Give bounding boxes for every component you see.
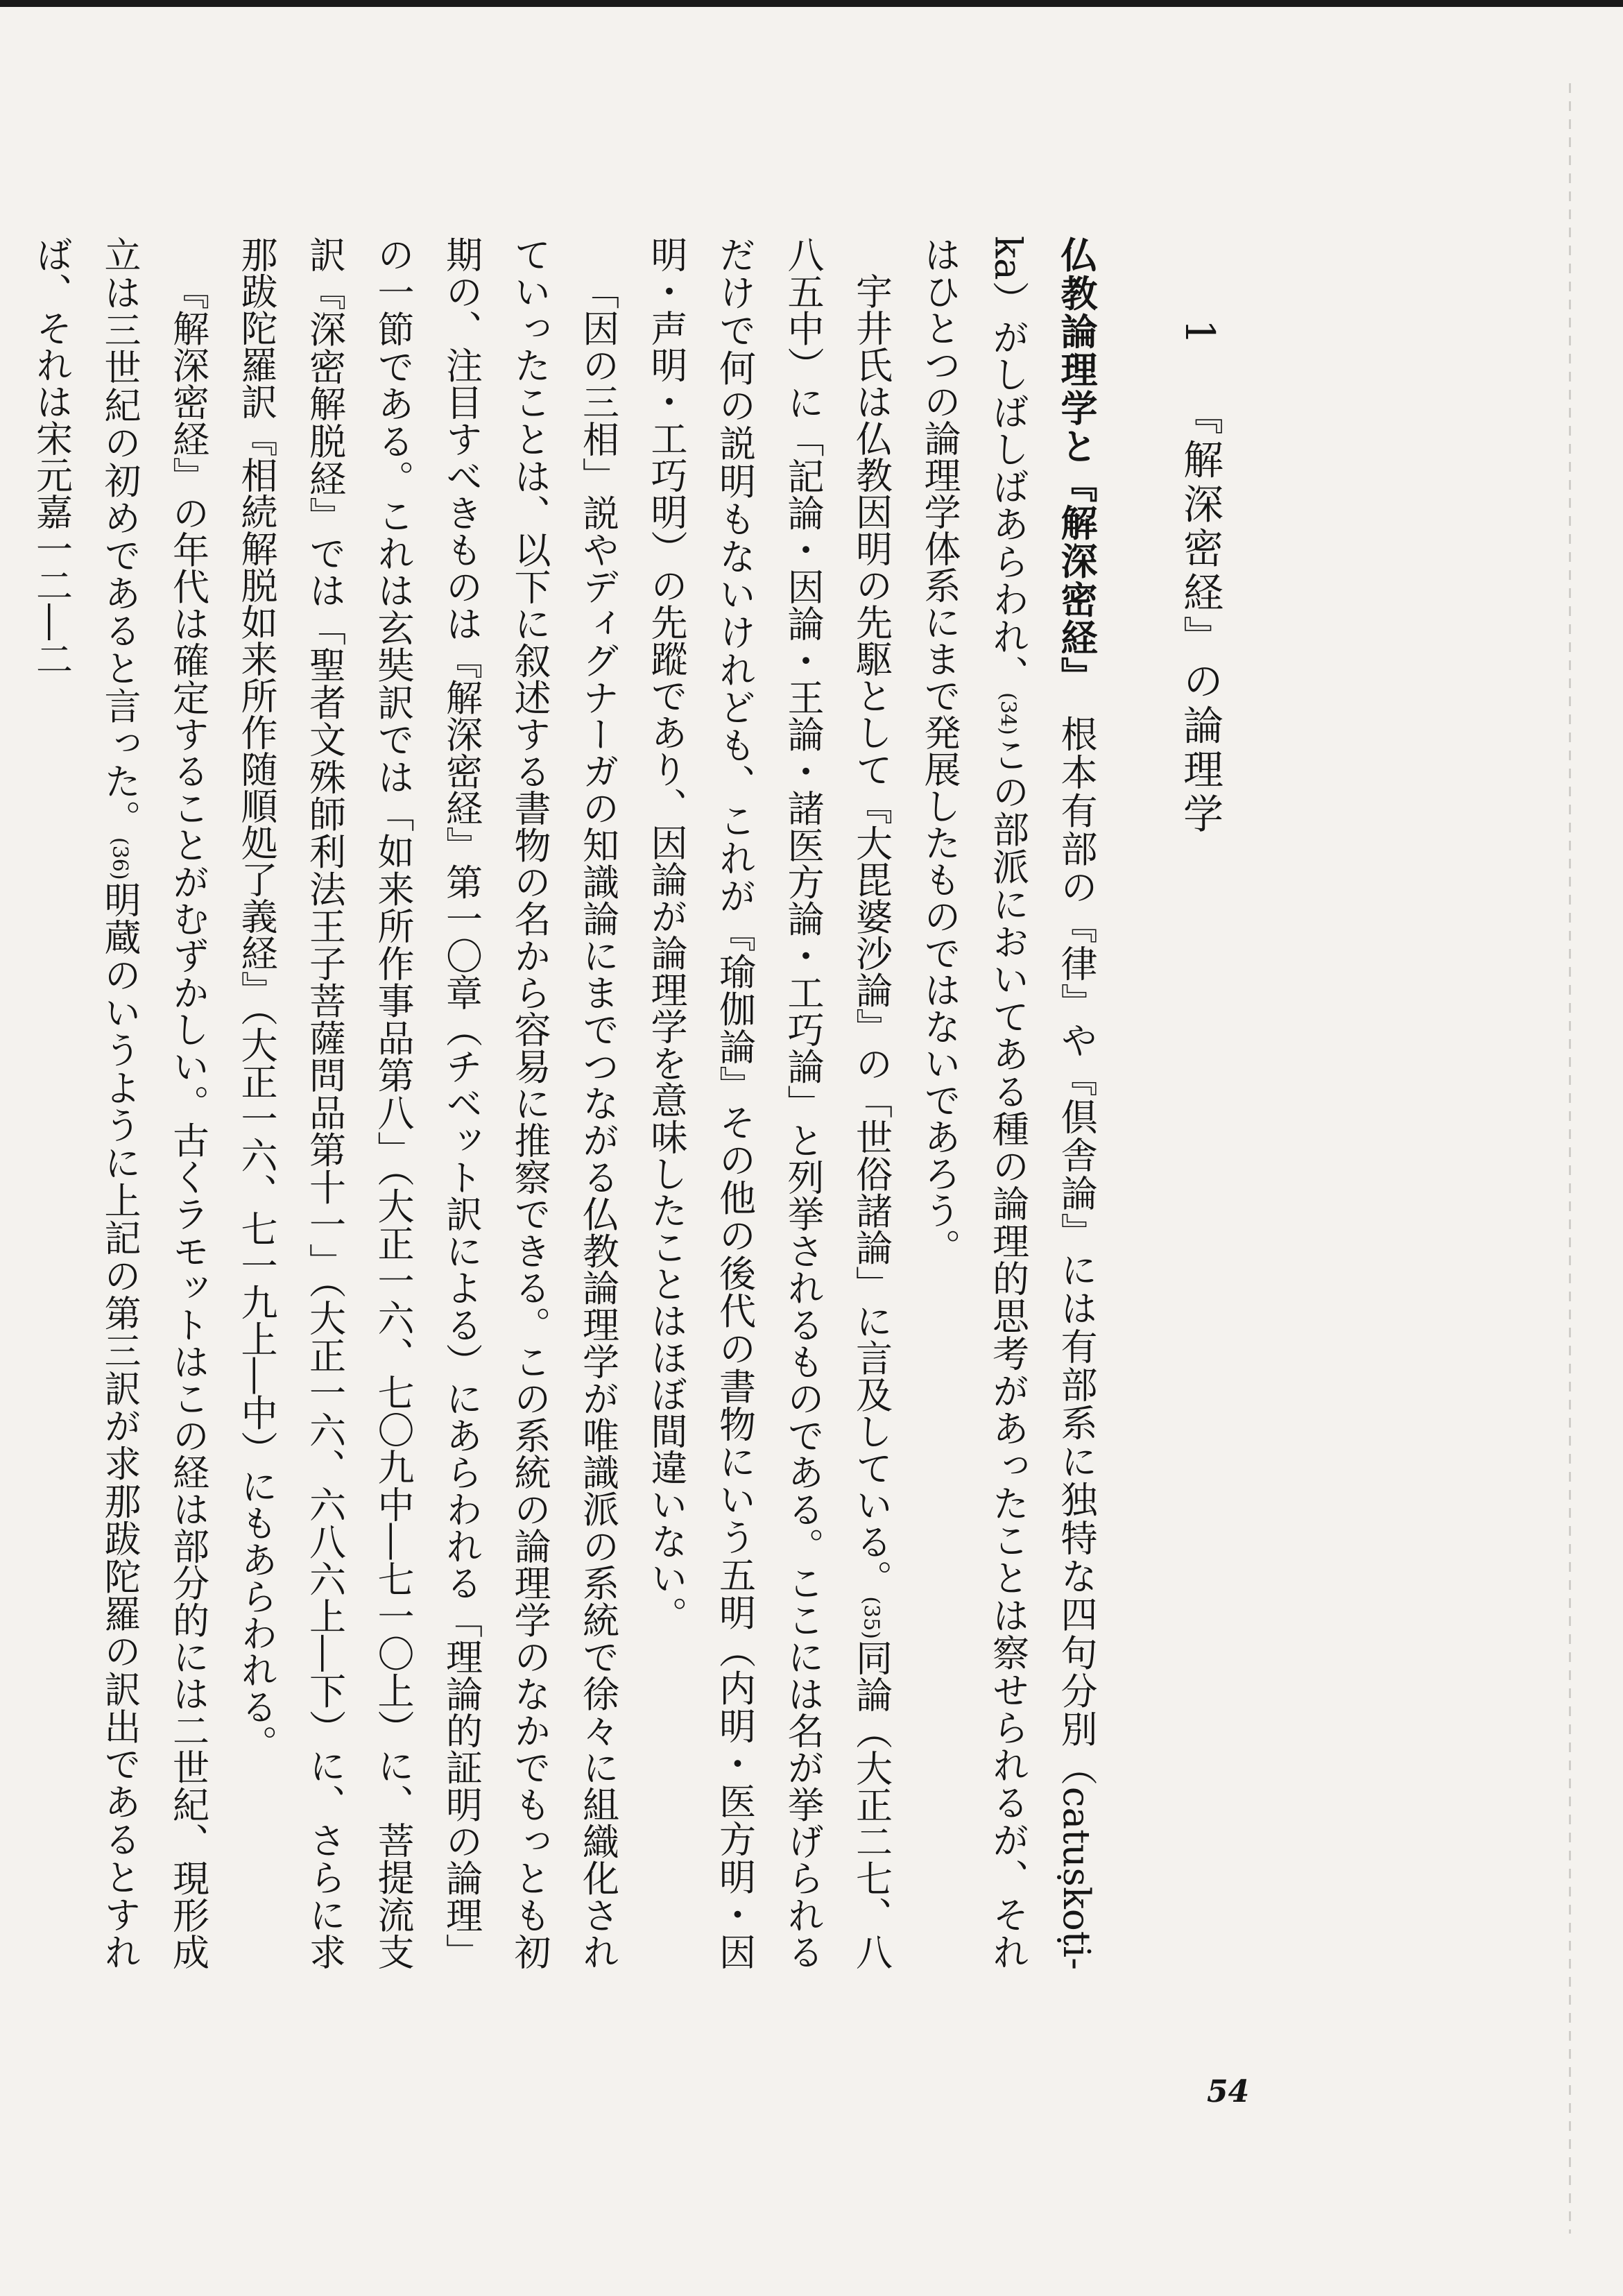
paragraph-text: この部派においてある種の論理的思考があったことは察せられるが、それはひとつの論理学体系にまで発展したものではないであろう。 (918, 236, 1029, 1971)
run-in-heading: 仏教論理学と『解深密経』 (1055, 236, 1097, 677)
page-number: 54 (1207, 2074, 1250, 2109)
footnote-marker: (35) (859, 1596, 884, 1639)
footnote-marker: (34) (995, 692, 1020, 735)
section-heading (1172, 319, 1228, 1221)
paragraph-text: 同論（大正二七、八八五中）に「記論・因論・王論・諸医方論・工巧論」と列挙されるものである。ここには名が挙げられるだけで何の説明もないけれども、これが『瑜伽論』その他の後代の書物にいう五明（内明・医方明・因明・声明・工巧明）の先蹤であり、因論が論理学を意味したことはほぼ間違いない。 (645, 236, 893, 1971)
body-text (30, 236, 1110, 1971)
paragraph-text: 根本有部の『律』や『倶舎論』には有部系に独特な四句分別（catuṣkoṭi-ka）がしばしばあらわれ、 (986, 236, 1097, 1970)
page-top-edge (0, 0, 1623, 7)
section-number: 1 (1176, 319, 1223, 349)
section-title: 『解深密経』の論理学 (1176, 394, 1223, 837)
paragraph-text: 「因の三相」説やディグナーガの知識論にまでつながる仏教論理学が唯識派の系統で徐々に組織化されていったことは、以下に叙述する書物の名から容易に推察できる。この系統の論理学のなかでもっとも初期の、注目すべきものは『解深密経』第一〇章（チベット訳による）にあらわれる「理論的証明の論理」の一節である。これは玄奘訳では「如来所作事品第八」（大正一六、七〇九中―七一〇上）に、菩提流支訳『深密解脱経』では「聖者文殊師利法王子菩薩問品第十一」（大正一六、六八六上―下）に、さらに求那跋陀羅訳『相続解脱如来所作随順処了義経』（大正一六、七一九上―中）にもあらわれる。 (235, 236, 619, 1970)
paragraph-text: 『解深密経』の年代は確定することがむずかしい。古くラモットはこの経は部分的には二世紀、現形成立は三世紀の初めであると言った。 (98, 236, 209, 1970)
paragraph (905, 236, 1110, 1970)
page-right-edge (1569, 83, 1571, 2234)
paragraph-text: 明蔵のいうように上記の第三訳が求那跋陀羅の訳出であるとすれば、それは宋元嘉一二―二 (30, 236, 141, 1971)
paragraph (632, 236, 905, 1970)
paragraph (222, 236, 632, 1970)
paragraph-text: 宇井氏は仏教因明の先駆として『大毘婆沙論』の「世俗諸論」に言及している。 (850, 273, 893, 1597)
footnote-marker: (36) (108, 837, 132, 880)
paragraph (17, 236, 222, 1970)
